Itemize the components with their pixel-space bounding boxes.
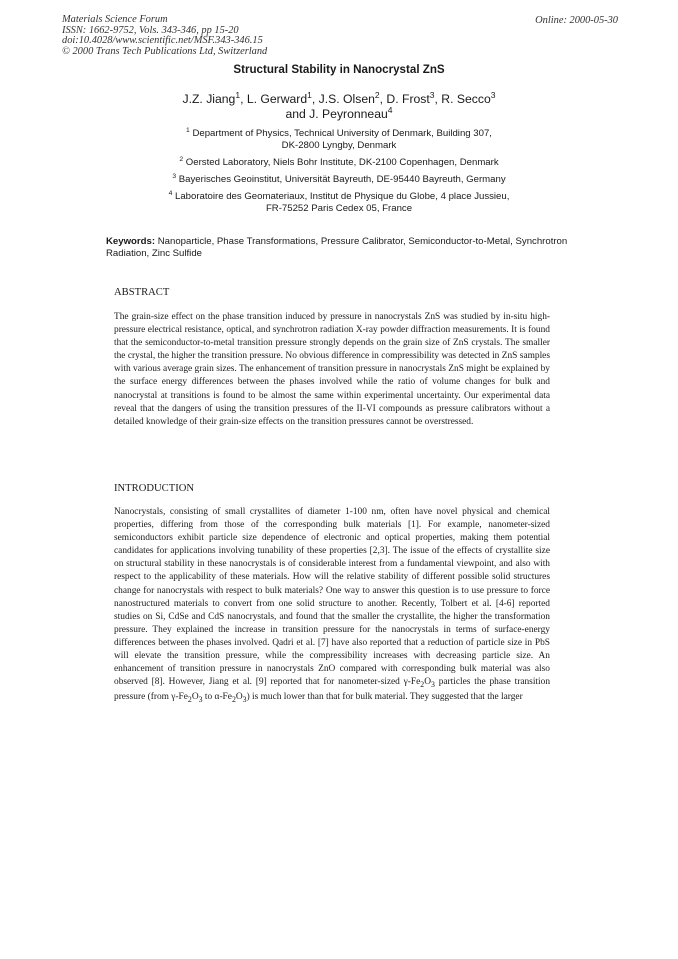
- affiliation-3: [0, 174, 678, 186]
- journal-doi[interactable]: doi:10.4028/www.scientific.net/MSF.343-346.15: [62, 35, 263, 47]
- affiliation-4: [0, 191, 678, 215]
- intro-text-part: to α-Fe: [202, 692, 232, 703]
- intro-text-part: O: [191, 692, 199, 703]
- subscript: 2: [420, 680, 425, 690]
- author-list: [0, 89, 678, 122]
- author-frost: , D. Frost: [379, 92, 430, 106]
- abstract-text: The grain-size effect on the phase transition induced by pressure in nanocrystals ZnS was studied by in-situ high-pressure electrical resistance, optical, and synchrotron radiation X-ray powder diffraction measurements. It is found that the semiconductor-to-metal transition pressure strongly depends on the grain size of ZnS crystals. The smaller the crystal, the higher the transition pressure. No obvious difference in compressibility was detected in ZnS samples with various average grain sizes. The enhancement of transition pressure in nanocrystals ZnS might be explained by the surface energy differences between the phases involved while the ratio of volume changes for bulk and nanocrystal at transitions is found to be almost the same within experimental uncertainty. Our experimental data reveal that the dangers of using the transition pressures of the II-VI compounds as pressure calibrators without a detailed knowledge of their grain-size effects on the transition pressures cannot be overstressed.: [114, 312, 550, 427]
- intro-text-part: Nanocrystals, consisting of small crystallites of diameter 1-100 nm, often have novel physical and chemical properties, differing from those of the corresponding bulk materials [1]. For example, nanometer-sized semiconductors exhibit particle size dependence of electronic and optical properties, making them potential candidates for applications involving tunability of these properties [2,3]. The issue of the effects of crystallite size on structural stability in these nanocrystals is of considerable interest from a fundamental viewpoint, and also with respect to the applicability of these materials. How will the relative stability of different possible solid structures change for nanocrystals with respect to bulk materials? One way to answer this question is to use pressure to force nanostructured materials to convert from one solid structure to another. Recently, Tolbert et al. [4-6] reported studies on Si, CdSe and CdS nanocrystals, and found that the smaller the crystallite, the higher the transformation pressure. They explained the increase in transition pressure for the nanocrystals in terms of surface-energy differences between the phases involved. Qadri et al. [7] have also reported that a reduction of particle size in PbS will elevate the transition pressure, while the compressibility increases with decreasing particle size. An enhancement of transition pressure in nanocrystals ZnO compared with corresponding bulk material was also observed [8]. However, Jiang et al. [9] reported that for nanometer-sized γ-Fe: [114, 507, 550, 688]
- affiliation-number: 1: [186, 126, 190, 134]
- online-date: Online: 2000-05-30: [535, 15, 618, 26]
- affiliation-number: 4: [168, 189, 173, 197]
- subscript: 3: [198, 695, 203, 705]
- affiliation-number: 2: [179, 155, 184, 163]
- affiliation-text: Department of Physics, Technical University of Denmark, Building 307,: [192, 128, 492, 139]
- author-affil-mark: 3: [490, 89, 496, 100]
- author-olsen: , J.S. Olsen: [311, 92, 375, 106]
- subscript: 3: [242, 695, 247, 705]
- author-gerward: , L. Gerward: [240, 92, 308, 106]
- affiliation-1: [0, 128, 678, 152]
- subscript: 2: [231, 695, 236, 705]
- journal-issn: ISSN: 1662-9752, Vols. 343-346, pp 15-20: [62, 24, 239, 36]
- intro-text-part: particles the phase transition pressure (from γ-Fe: [114, 677, 551, 703]
- author-secco: , R. Secco: [434, 92, 491, 106]
- author-peyronneau: and J. Peyronneau: [285, 107, 388, 121]
- journal-name: Materials Science Forum: [62, 14, 168, 25]
- author-affil-mark: 1: [307, 89, 312, 100]
- keywords: [106, 236, 576, 260]
- journal-header: [62, 15, 267, 57]
- subscript: 2: [187, 695, 192, 705]
- affiliation-text: FR-75252 Paris Cedex 05, France: [265, 203, 413, 214]
- intro-text-part: O: [424, 677, 431, 688]
- subscript: 3: [430, 680, 435, 690]
- author-line-1: [0, 89, 678, 107]
- author-affil-mark: 1: [235, 89, 241, 100]
- affiliation-number: 3: [172, 172, 177, 180]
- affiliation-2: [0, 157, 678, 169]
- affiliation-text: Oersted Laboratory, Niels Bohr Institute, DK-2100 Copenhagen, Denmark: [185, 157, 499, 168]
- affiliation-text: Bayerisches Geoinstitut, Universität Bayreuth, DE-95440 Bayreuth, Germany: [178, 174, 506, 185]
- keywords-label: Keywords:: [106, 236, 156, 247]
- author-line-2: [0, 104, 678, 122]
- affiliation-text: Laboratoire des Geomateriaux, Institut de Physique du Globe, 4 place Jussieu,: [175, 191, 510, 202]
- affiliation-text: DK-2800 Lyngby, Denmark: [281, 140, 397, 151]
- author-affil-mark: 2: [374, 89, 380, 100]
- introduction-heading: INTRODUCTION: [114, 483, 195, 494]
- keywords-text: Nanoparticle, Phase Transformations, Pressure Calibrator, Semiconductor-to-Metal, Synchrotron Radiation, Zinc Sulfide: [106, 236, 568, 259]
- intro-text-part: ) is much lower than that for bulk material. They suggested that the larger: [246, 692, 523, 703]
- abstract-heading: ABSTRACT: [114, 287, 170, 298]
- paper-title: Structural Stability in Nanocrystal ZnS: [233, 63, 445, 76]
- introduction-text: [114, 506, 550, 706]
- author-affil-mark: 3: [429, 89, 435, 100]
- author-affil-mark: 4: [387, 104, 393, 115]
- journal-copyright: © 2000 Trans Tech Publications Ltd, Switzerland: [62, 45, 268, 57]
- author-jiang: J.Z. Jiang: [182, 92, 236, 106]
- intro-text-part: O: [235, 692, 243, 703]
